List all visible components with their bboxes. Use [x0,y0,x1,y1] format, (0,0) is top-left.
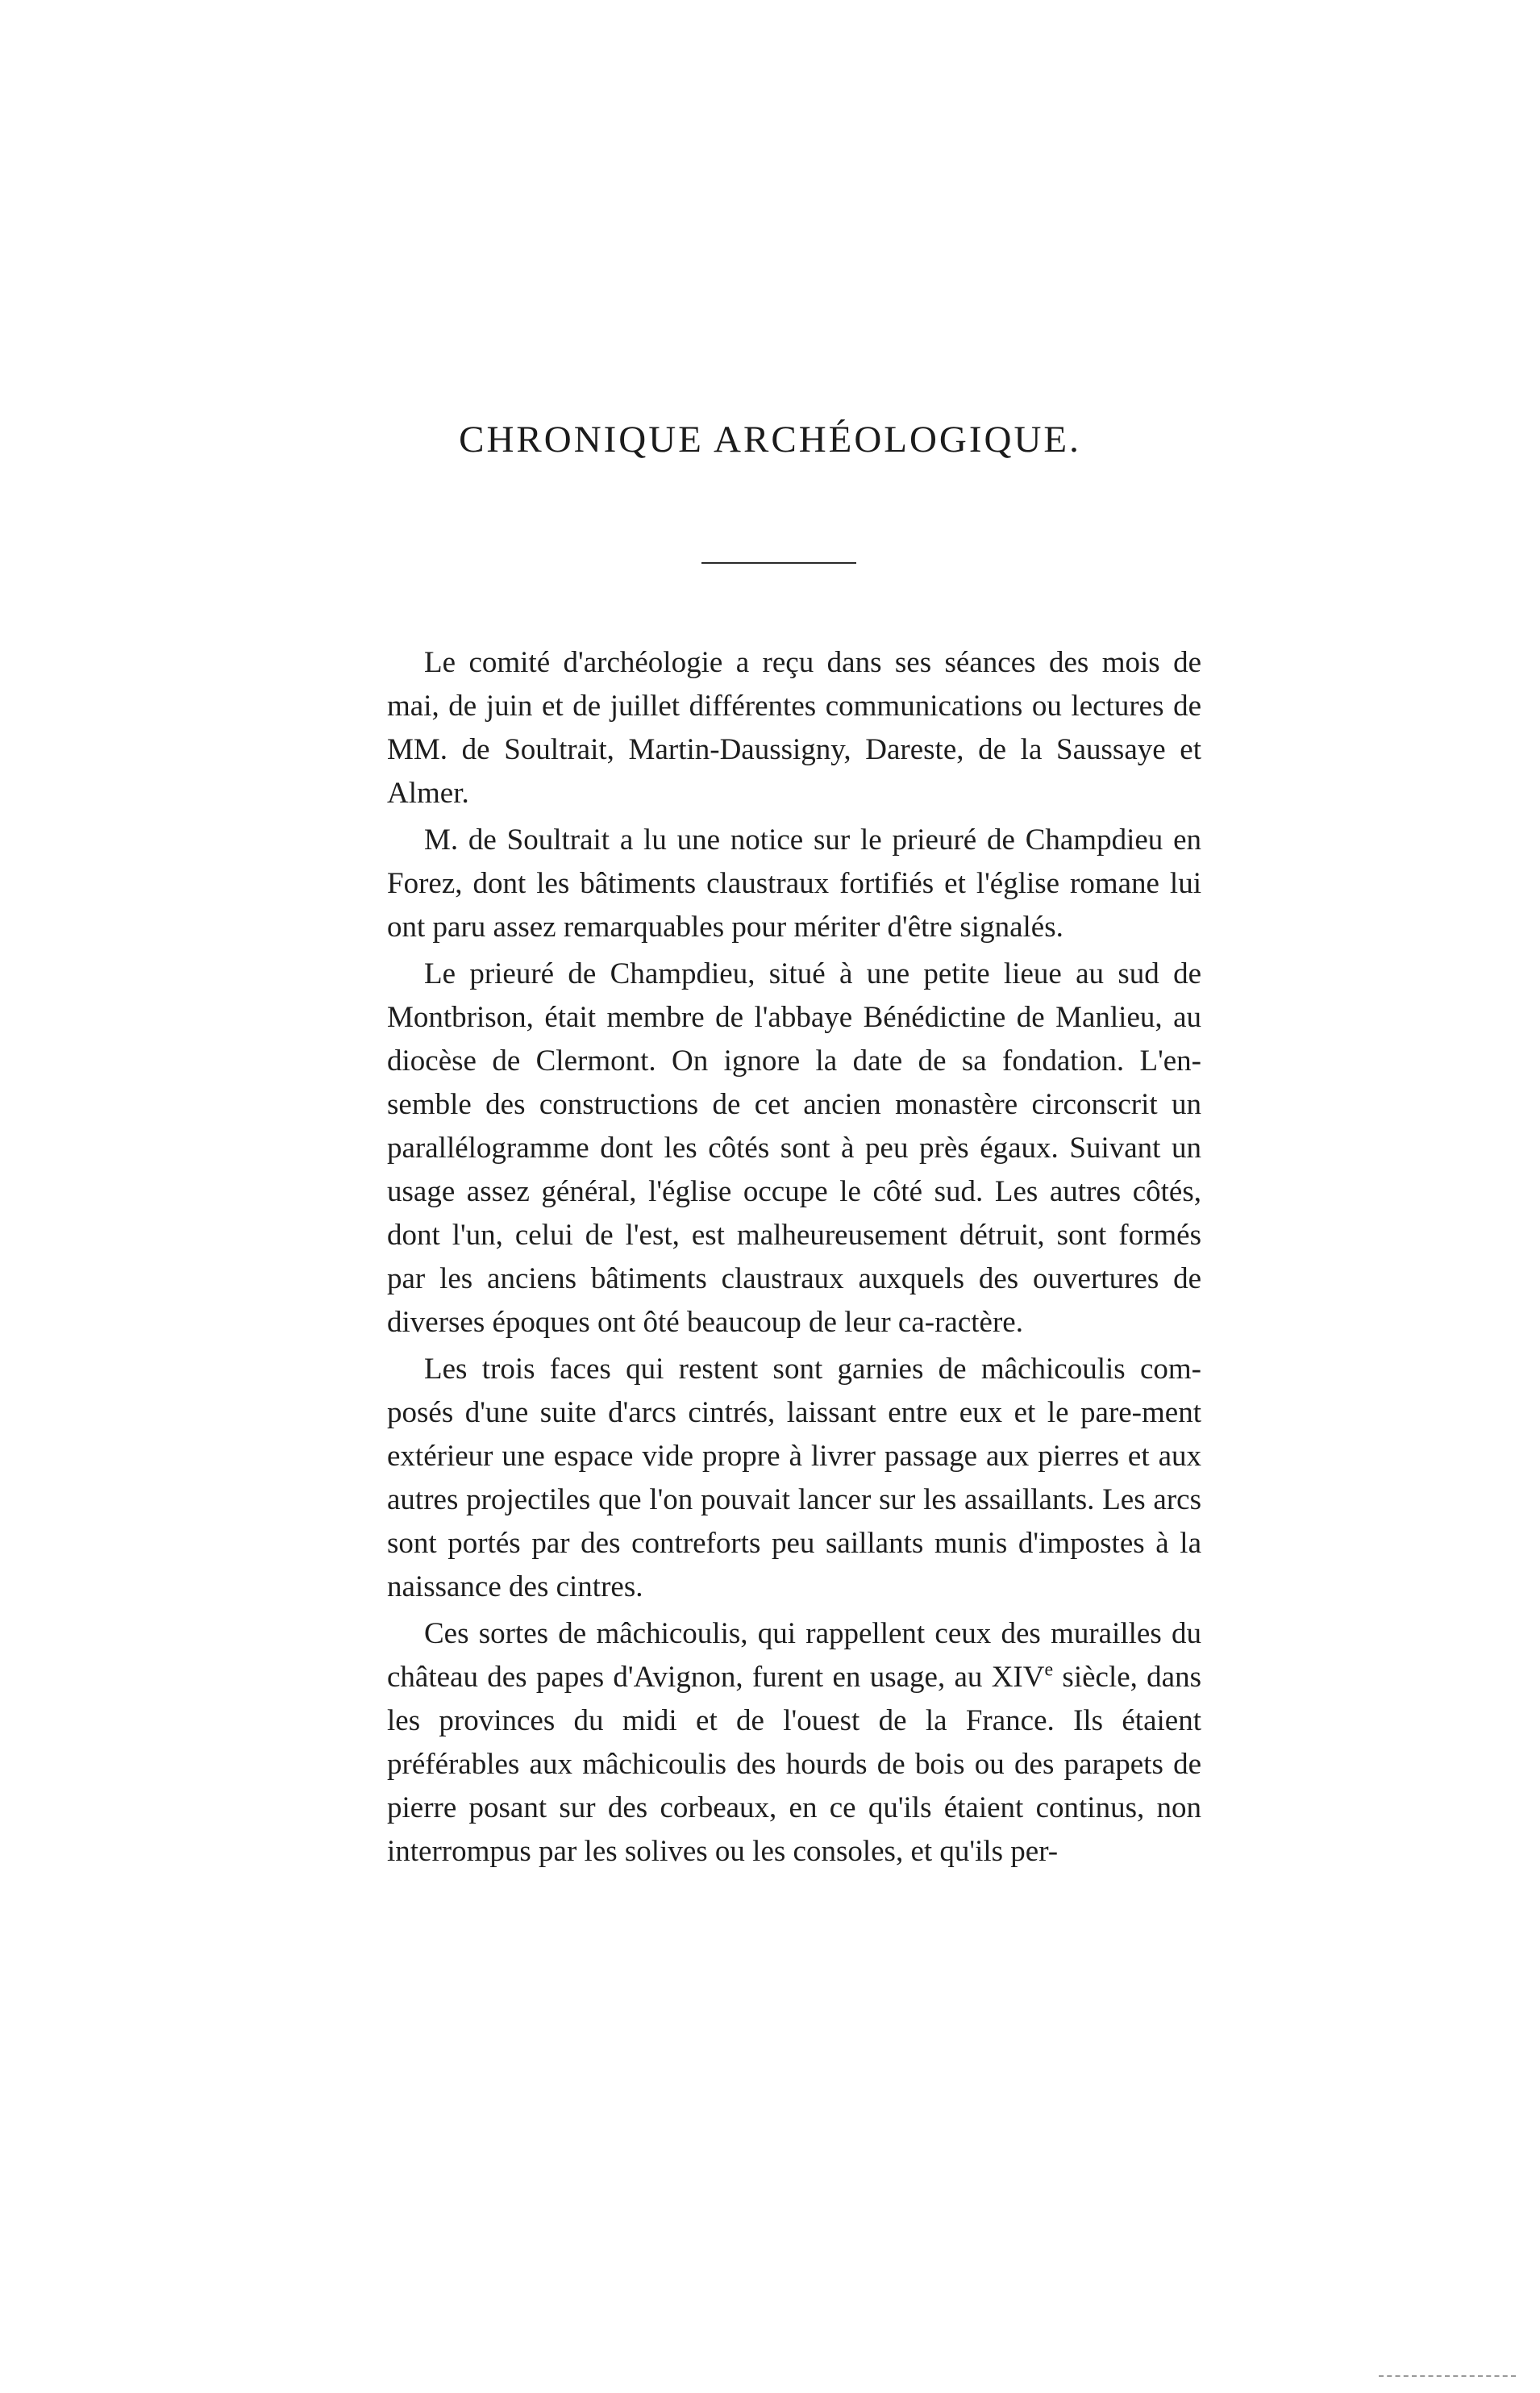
page-title: CHRONIQUE ARCHÉOLOGIQUE. [459,419,1081,461]
paragraph-5-part-1: Ces sortes de mâchicoulis, qui rappellent ceux des murailles du château des papes d'Avignon, furent en usage, au XIV [387,1617,1201,1694]
paragraph-5-part-2: siècle, dans les provinces du midi et de l'ouest de la France. Ils étaient préférables aux mâchicoulis des hourds de bois ou des parapets de pierre posant sur des corbeaux, en ce qu'ils étaient continus, non interrompus par les solives ou les consoles, et qu'ils per- [387,1661,1201,1868]
paragraph-3: Le prieuré de Champdieu, situé à une petite lieue au sud de Montbrison, était membre de l'abbaye Bénédictine de Manlieu, au diocèse de Clermont. On ignore la date de sa fondation. L'en-semble des constructions de cet ancien monastère circonscrit un parallélogramme dont les côtés sont à peu près égaux. Suivant un usage assez général, l'église occupe le côté sud. Les autres côtés, dont l'un, celui de l'est, est malheureusement détruit, sont formés par les anciens bâtiments claustraux auxquels des ouvertures de diverses époques ont ôté beaucoup de leur ca-ractère. [387,957,1201,1339]
paragraph-1: Le comité d'archéologie a reçu dans ses séances des mois de mai, de juin et de juillet différentes communications ou lectures de MM. de Soultrait, Martin-Daussigny, Dareste, de la Saussaye et Almer. [387,646,1201,810]
paragraph-4: Les trois faces qui restent sont garnies de mâchicoulis com-posés d'une suite d'arcs cintrés, laissant entre eux et le pare-ment extérieur une espace vide propre à livrer passage aux pierres et aux autres projectiles que l'on pouvait lancer sur les assaillants. Les arcs sont portés par des contreforts peu saillants munis d'impostes à la naissance des cintres. [387,1353,1201,1603]
century-superscript: e [1044,1659,1054,1681]
paragraph-5 [387,1612,1201,1874]
article-body [387,641,1201,1877]
paragraph-2: M. de Soultrait a lu une notice sur le prieuré de Champdieu en Forez, dont les bâtiments claustraux fortifiés et l'église romane lui ont paru assez remarquables pour mériter d'être signalés. [387,823,1201,944]
scan-edge-marks [1379,2375,1516,2377]
title-divider [701,562,856,564]
